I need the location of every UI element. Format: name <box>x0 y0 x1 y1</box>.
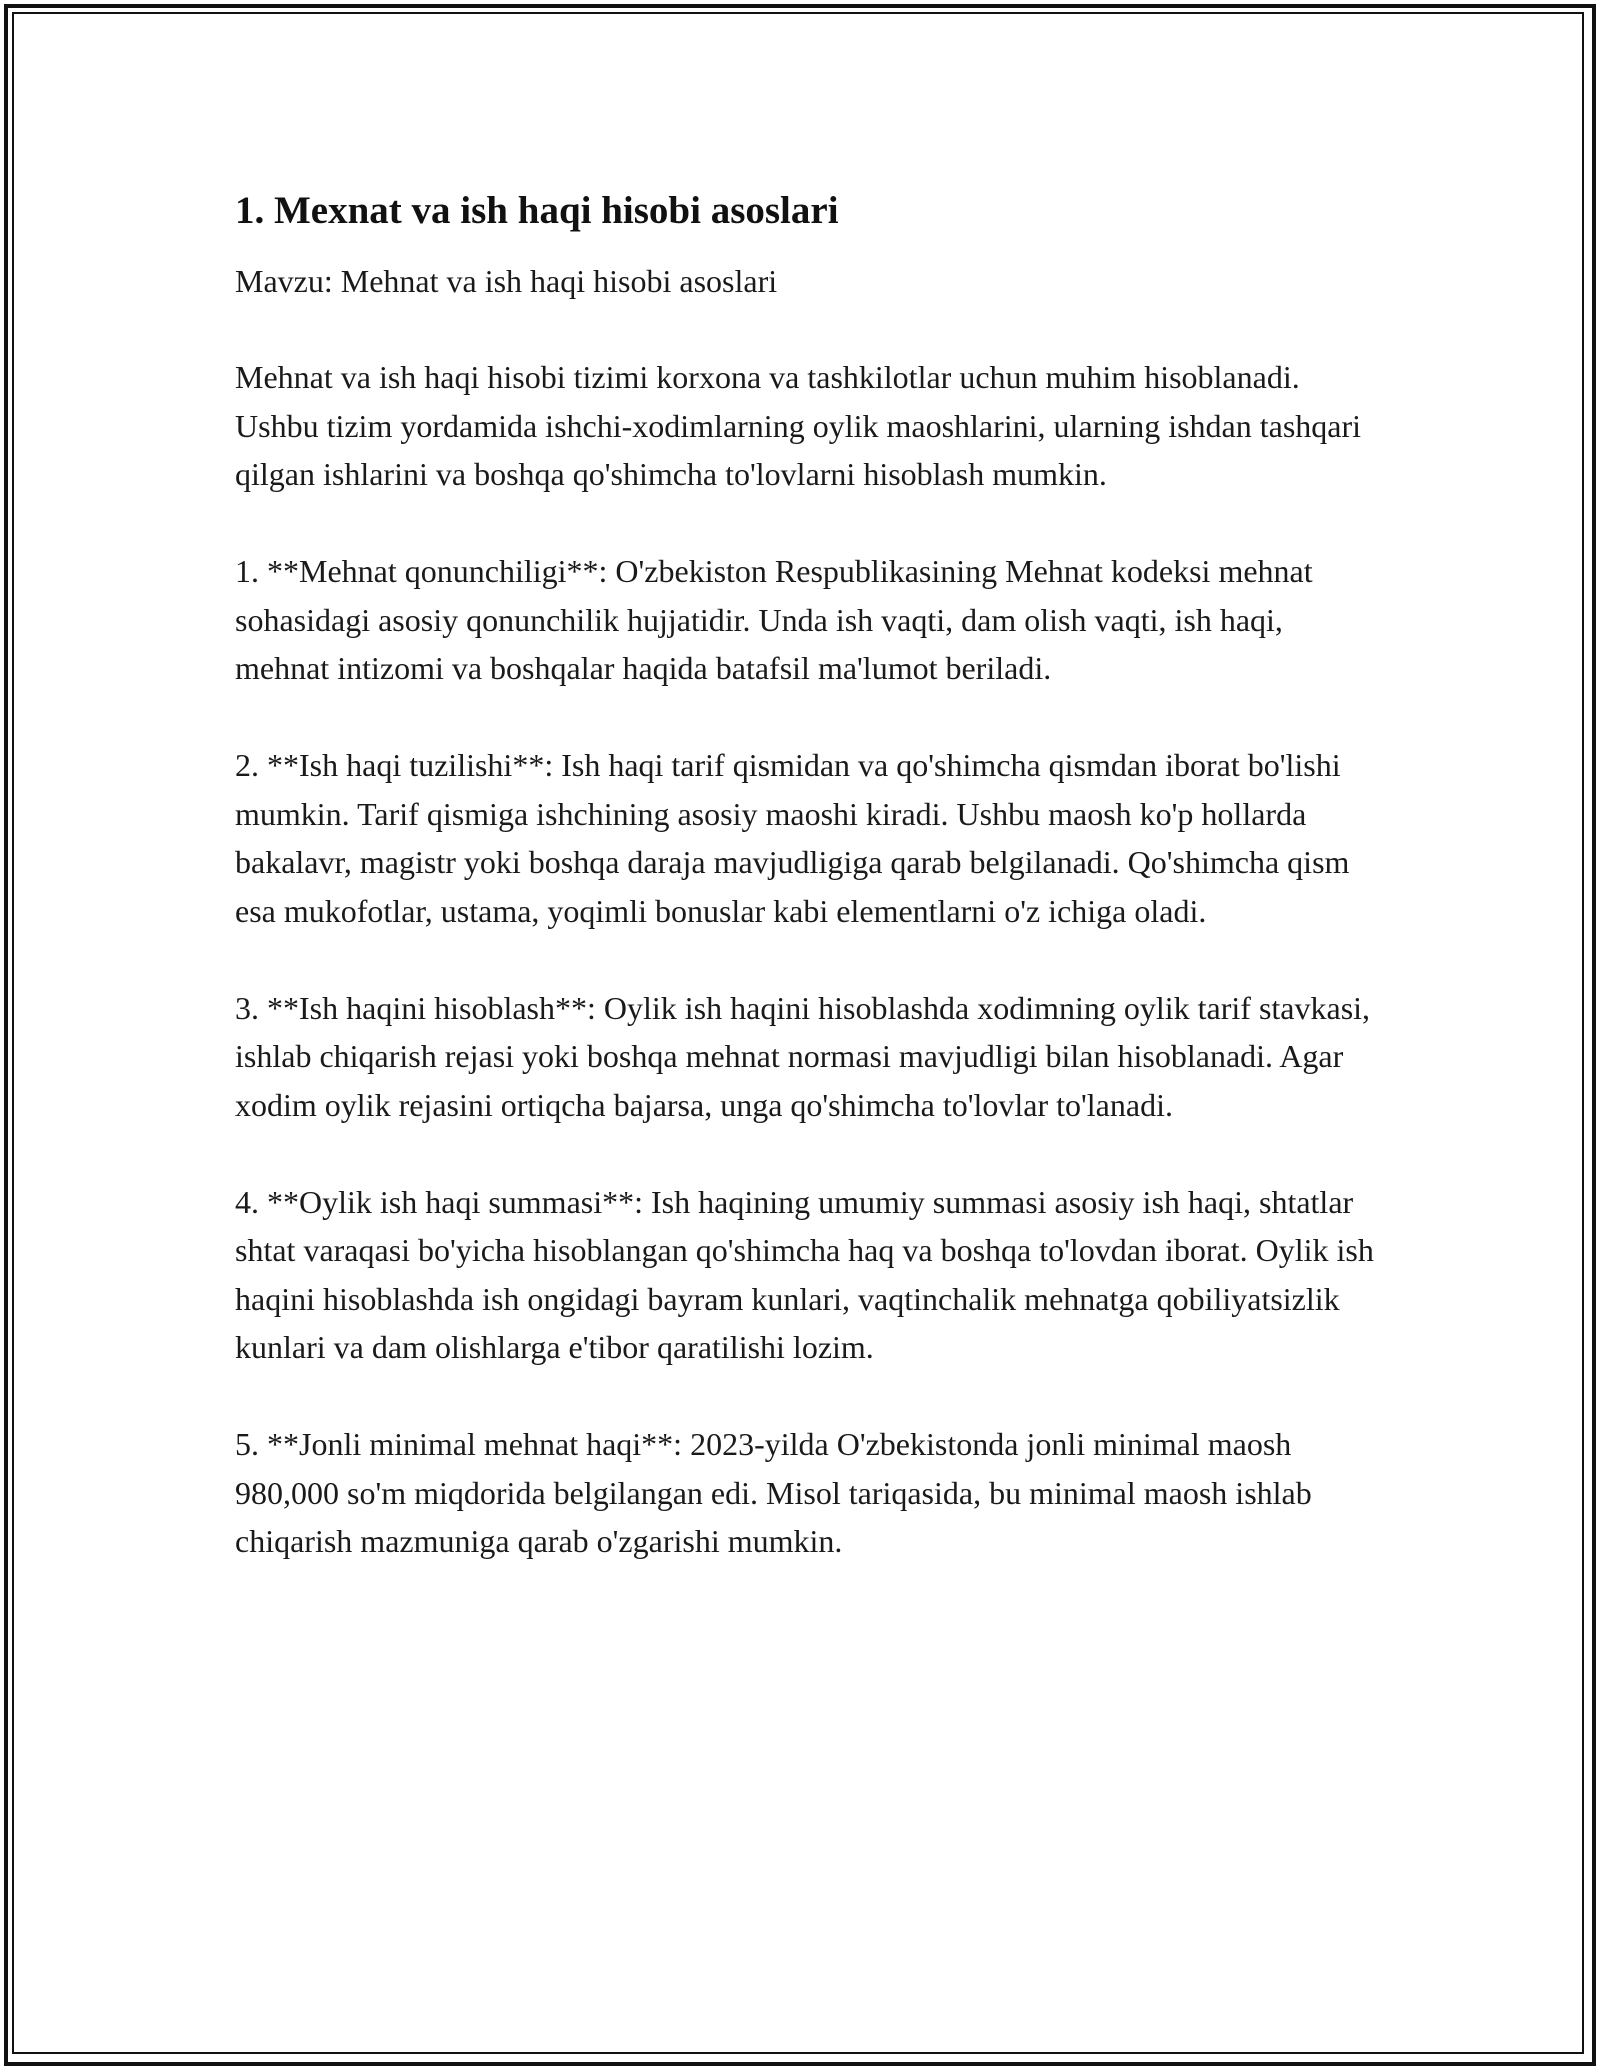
section-5-paragraph: 5. **Jonli minimal mehnat haqi**: 2023-yilda O'zbekistonda jonli minimal maosh 980,000 so'm miqdorida belgilangan edi. Misol tariqasida, bu minimal maosh ishlab chiqarish mazmuniga qarab o'zgarishi mumkin. <box>235 1426 1312 1559</box>
section-2-paragraph: 2. **Ish haqi tuzilishi**: Ish haqi tarif qismidan va qo'shimcha qismdan iborat bo'lishi mumkin. Tarif qismiga ishchining asosiy maoshi kiradi. Ushbu maosh ko'p hollarda bakalavr, magistr yoki boshqa daraja mavjudligiga qarab belgilanadi. Qo'shimcha qism esa mukofotlar, ustama, yoqimli bonuslar kabi elementlarni o'z ichiga oladi. <box>235 747 1350 929</box>
intro-paragraph: Mehnat va ish haqi hisobi tizimi korxona va tashkilotlar uchun muhim hisoblanadi. Ushbu tizim yordamida ishchi-xodimlarning oylik maoshlarini, ularning ishdan tashqari qilgan ishlarini va boshqa qo'shimcha to'lovlarni hisoblash mumkin. <box>235 359 1362 492</box>
document-subject: Mavzu: Mehnat va ish haqi hisobi asoslari <box>235 263 778 299</box>
section-3-paragraph: 3. **Ish haqini hisoblash**: Oylik ish haqini hisoblashda xodimning oylik tarif stavkasi, ishlab chiqarish rejasi yoki boshqa mehnat normasi mavjudligi bilan hisoblanadi. Agar xodim oylik rejasini ortiqcha bajarsa, unga qo'shimcha to'lovlar to'lanadi. <box>235 989 1371 1123</box>
section-4-paragraph: 4. **Oylik ish haqi summasi**: Ish haqining umumiy summasi asosiy ish haqi, shtatlar shtat varaqasi bo'yicha hisoblangan qo'shimcha haq va boshqa to'lovdan iborat. Oylik ish haqini hisoblashda ish ongidagi bayram kunlari, vaqtinchalik mehnatga qobiliyatsizlik kunlari va dam olishlarga e'tibor qaratilishi lozim. <box>235 1183 1374 1365</box>
section-1-paragraph: 1. **Mehnat qonunchiligi**: O'zbekiston Respublikasining Mehnat kodeksi mehnat sohasidagi asosiy qonunchilik hujjatidir. Unda ish vaqti, dam olish vaqti, ish haqi, mehnat intizomi va boshqalar haqida batafsil ma'lumot beriladi. <box>235 553 1313 686</box>
document-body <box>235 185 1385 1614</box>
document-title: 1. Mexnat va ish haqi hisobi asoslari <box>235 189 839 232</box>
